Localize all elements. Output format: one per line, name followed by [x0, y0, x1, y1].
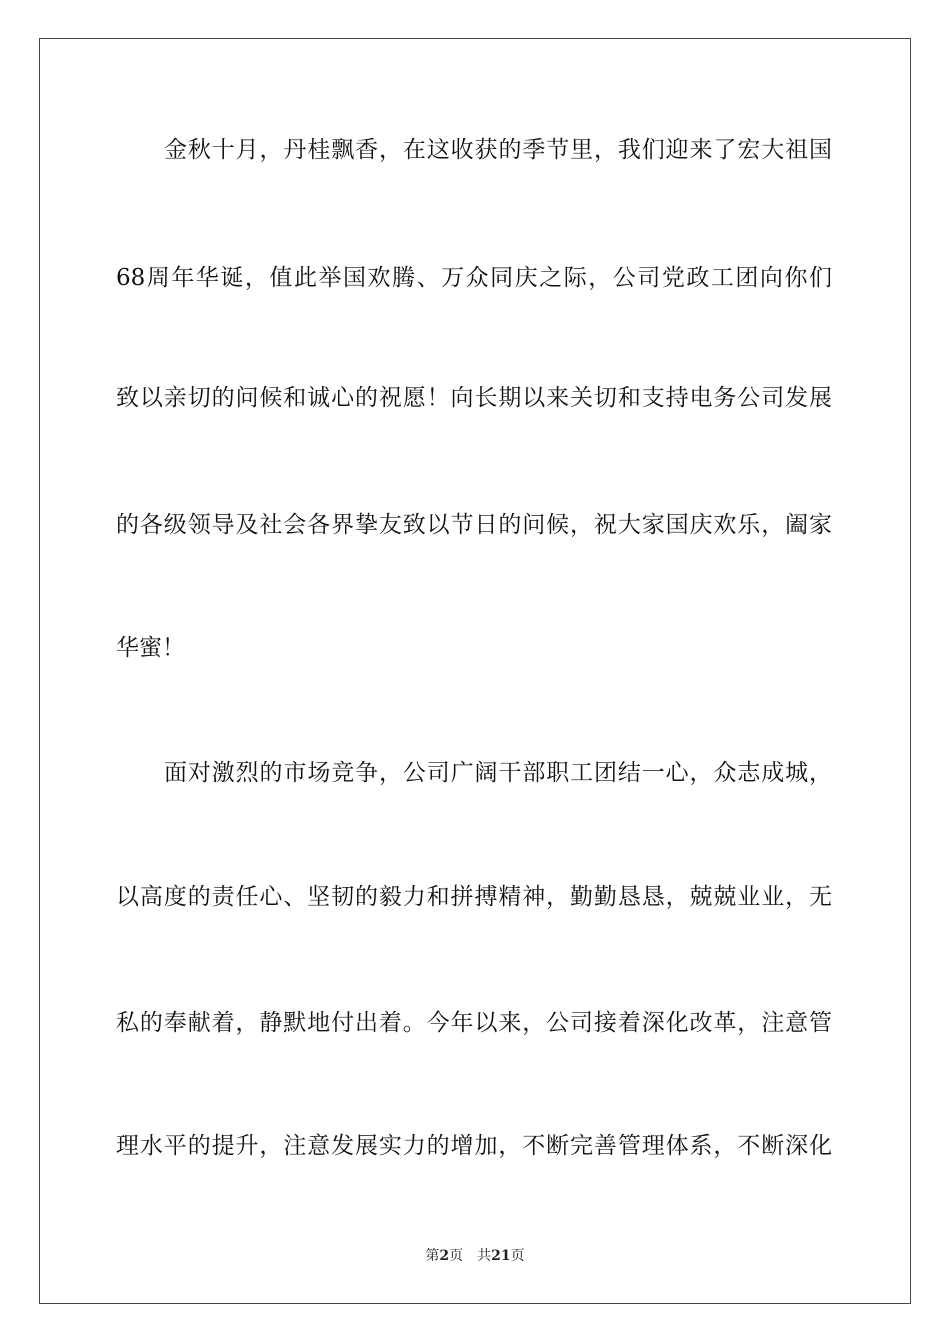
page-number: 2	[439, 1248, 450, 1264]
text-line: 私的奉献着，静默地付出着。今年以来，公司接着深化改革，注意管	[116, 1010, 832, 1036]
total-suffix: 页	[510, 1248, 525, 1264]
text-line: 的各级领导及社会各界挚友致以节日的问候，祝大家国庆欢乐，阖家	[116, 512, 832, 538]
text-line: 68周年华诞，值此举国欢腾、万众同庆之际，公司党政工团向你们	[116, 265, 832, 291]
page-border	[39, 38, 911, 1304]
total-prefix: 共	[477, 1248, 492, 1264]
text-line: 金秋十月，丹桂飘香，在这收获的季节里，我们迎来了宏大祖国	[164, 137, 832, 163]
total-pages: 21	[491, 1248, 511, 1264]
text-line: 面对激烈的市场竞争，公司广阔干部职工团结一心，众志成城，	[164, 760, 832, 786]
text-line: 理水平的提升，注意发展实力的增加，不断完善管理体系，不断深化	[116, 1133, 832, 1159]
text-line: 致以亲切的问候和诚心的祝愿！向长期以来关切和支持电务公司发展	[116, 385, 832, 411]
page-footer	[0, 1246, 950, 1266]
text-line: 以高度的责任心、坚韧的毅力和拼搏精神，勤勤恳恳，兢兢业业，无	[116, 884, 832, 910]
text-line: 华蜜！	[116, 635, 185, 661]
page-suffix: 页	[449, 1248, 464, 1264]
page-prefix: 第	[425, 1248, 440, 1264]
